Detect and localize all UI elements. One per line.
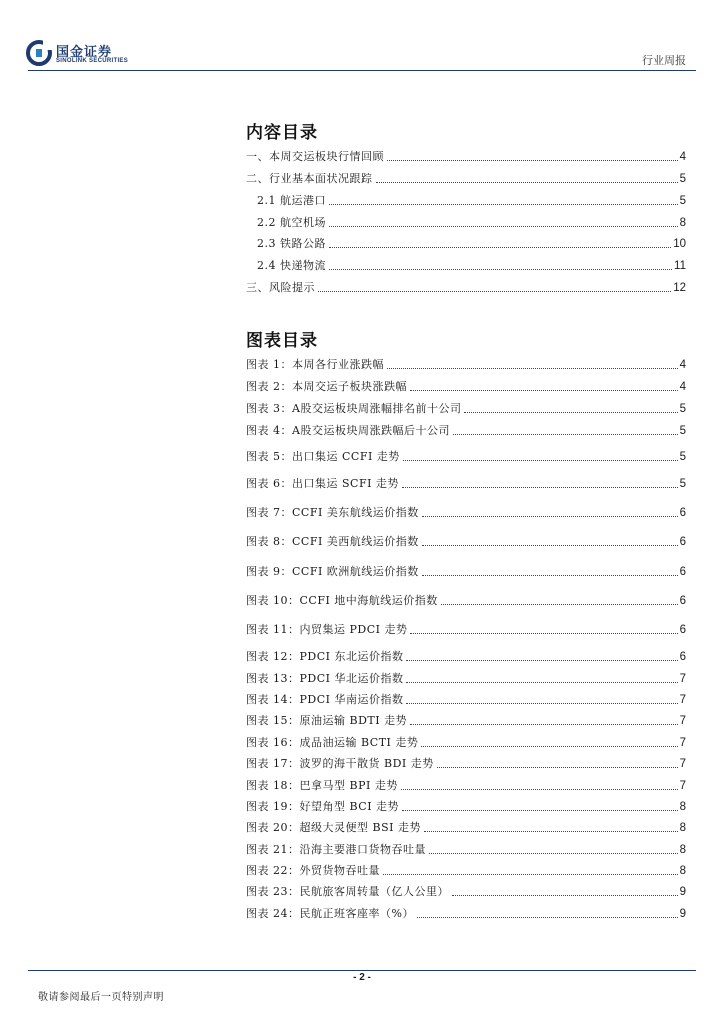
dot-leader <box>329 268 672 270</box>
dot-leader <box>429 852 678 854</box>
dot-leader <box>437 766 678 768</box>
figure-entry-page: 7 <box>679 737 686 749</box>
figure-entry-label: 图表 16：成品油运输 BCTI 走势 <box>246 736 419 749</box>
figure-entry-label: 图表 4：A股交运板块周涨跌幅后十公司 <box>246 424 450 437</box>
contents-entry-label: 三、风险提示 <box>246 281 315 294</box>
figure-entry-label: 图表 11：内贸集运 PDCI 走势 <box>246 623 408 636</box>
figure-entry-label: 图表 12：PDCI 东北运价指数 <box>246 650 404 663</box>
figure-entry-page: 7 <box>679 715 686 727</box>
dot-leader <box>453 433 678 435</box>
figure-entry-label: 图表 7：CCFI 美东航线运价指数 <box>246 506 419 519</box>
logo-english-name: SINOLINK SECURITIES <box>56 58 129 64</box>
dot-leader <box>464 411 677 413</box>
figure-entry[interactable] <box>246 689 686 707</box>
contents-entry-page: 11 <box>674 260 686 272</box>
figure-entry[interactable] <box>246 753 686 771</box>
dot-leader <box>421 745 677 747</box>
figure-entry-page: 6 <box>679 624 686 636</box>
figure-entry-label: 图表 21：沿海主要港口货物吞吐量 <box>246 843 426 856</box>
figures-title: 图表目录 <box>246 331 318 351</box>
contents-entry-page: 8 <box>679 217 686 229</box>
dot-leader <box>410 389 678 391</box>
dot-leader <box>417 916 678 918</box>
figure-entry-page: 7 <box>679 780 686 792</box>
contents-entry-page: 12 <box>673 282 686 294</box>
figure-entry-page: 9 <box>679 908 686 920</box>
figure-entry-label: 图表 17：波罗的海干散货 BDI 走势 <box>246 757 434 770</box>
footer-divider <box>28 970 696 971</box>
figure-entry-label: 图表 10：CCFI 地中海航线运价指数 <box>246 594 438 607</box>
figure-entry-label: 图表 23：民航旅客周转量（亿人公里） <box>246 885 449 898</box>
dot-leader <box>410 632 677 634</box>
figure-entry-label: 图表 1：本周各行业涨跌幅 <box>246 358 384 371</box>
figure-entry-label: 图表 19：好望角型 BCI 走势 <box>246 800 400 813</box>
report-type: 行业周报 <box>642 54 686 67</box>
dot-leader <box>406 681 677 683</box>
figure-entry-page: 8 <box>679 801 686 813</box>
figure-entry-page: 9 <box>679 886 686 898</box>
figure-entry[interactable] <box>246 903 686 921</box>
dot-leader <box>410 723 678 725</box>
logo-chinese-name: 国金证券 <box>56 45 113 60</box>
company-logo <box>26 40 136 68</box>
figure-entry-page: 6 <box>679 536 686 548</box>
figure-entry-page: 6 <box>679 507 686 519</box>
figure-entry[interactable] <box>246 398 686 416</box>
dot-leader <box>422 515 678 517</box>
contents-entry-page: 5 <box>679 173 686 185</box>
figure-entry-page: 7 <box>679 673 686 685</box>
contents-entry[interactable] <box>246 233 686 251</box>
contents-entry[interactable] <box>246 255 686 273</box>
figure-entry[interactable] <box>246 561 686 579</box>
dot-leader <box>441 603 678 605</box>
figure-entry[interactable] <box>246 473 686 491</box>
contents-entry[interactable] <box>246 146 686 164</box>
figure-entry-page: 4 <box>679 381 686 393</box>
dot-leader <box>318 290 671 292</box>
dot-leader <box>424 830 678 832</box>
contents-entry-label: 2.1 航运港口 <box>257 194 326 207</box>
contents-entry[interactable] <box>246 277 686 295</box>
dot-leader <box>406 659 677 661</box>
dot-leader <box>401 788 678 790</box>
figure-entry[interactable] <box>246 860 686 878</box>
figure-entry[interactable] <box>246 710 686 728</box>
dot-leader <box>329 203 678 205</box>
dot-leader <box>329 246 671 248</box>
figure-entry-label: 图表 8：CCFI 美西航线运价指数 <box>246 535 419 548</box>
figure-entry-label: 图表 14：PDCI 华南运价指数 <box>246 693 404 706</box>
figure-entry[interactable] <box>246 796 686 814</box>
dot-leader <box>402 809 678 811</box>
dot-leader <box>422 544 678 546</box>
figure-entry[interactable] <box>246 732 686 750</box>
figure-entry-page: 8 <box>679 822 686 834</box>
contents-entry[interactable] <box>246 168 686 186</box>
contents-title: 内容目录 <box>246 123 318 143</box>
contents-entry-label: 2.2 航空机场 <box>257 216 326 229</box>
figure-entry-label: 图表 20：超级大灵便型 BSI 走势 <box>246 821 421 834</box>
figure-entry[interactable] <box>246 531 686 549</box>
figure-entry[interactable] <box>246 354 686 372</box>
dot-leader <box>376 181 678 183</box>
dot-leader <box>452 894 678 896</box>
contents-entry-label: 二、行业基本面状况跟踪 <box>246 172 373 185</box>
figure-entry-label: 图表 9：CCFI 欧洲航线运价指数 <box>246 565 419 578</box>
dot-leader <box>387 159 678 161</box>
contents-entry-label: 2.4 快递物流 <box>257 259 326 272</box>
figure-entry-label: 图表 15：原油运输 BDTI 走势 <box>246 714 408 727</box>
contents-entry[interactable] <box>246 190 686 208</box>
dot-leader <box>383 873 678 875</box>
figure-entry[interactable] <box>246 376 686 394</box>
figure-entry-page: 5 <box>679 451 686 463</box>
figure-entry-label: 图表 3：A股交运板块周涨幅排名前十公司 <box>246 402 462 415</box>
figure-entry[interactable] <box>246 817 686 835</box>
figure-entry-page: 5 <box>679 478 686 490</box>
figure-entry[interactable] <box>246 668 686 686</box>
contents-entry[interactable] <box>246 212 686 230</box>
figure-entry-page: 6 <box>679 651 686 663</box>
dot-leader <box>422 574 678 576</box>
dot-leader <box>387 367 678 369</box>
figure-entry-page: 8 <box>679 865 686 877</box>
figure-entry[interactable] <box>246 502 686 520</box>
contents-entry-page: 4 <box>679 151 686 163</box>
figure-entry[interactable] <box>246 646 686 664</box>
contents-entry-page: 5 <box>679 195 686 207</box>
figure-entry-page: 6 <box>679 566 686 578</box>
figure-entry[interactable] <box>246 446 686 464</box>
figure-entry-label: 图表 2：本周交运子板块涨跌幅 <box>246 380 407 393</box>
contents-entry-label: 一、本周交运板块行情回顾 <box>246 150 384 163</box>
figure-entry-label: 图表 24：民航正班客座率（%） <box>246 907 414 920</box>
figure-entry-label: 图表 5：出口集运 CCFI 走势 <box>246 450 400 463</box>
figure-entry[interactable] <box>246 881 686 899</box>
figure-entry-label: 图表 18：巴拿马型 BPI 走势 <box>246 779 398 792</box>
header-divider <box>28 70 696 71</box>
page-number: - 2 - <box>353 972 371 983</box>
figure-entry-page: 6 <box>679 595 686 607</box>
page-header <box>0 0 724 72</box>
logo-mark-icon <box>26 40 52 66</box>
figure-entry-page: 5 <box>679 425 686 437</box>
dot-leader <box>403 459 678 461</box>
figure-entry[interactable] <box>246 590 686 608</box>
figure-entry-page: 7 <box>679 758 686 770</box>
figure-entry-page: 8 <box>679 844 686 856</box>
figure-entry-page: 4 <box>679 359 686 371</box>
figure-entry[interactable] <box>246 839 686 857</box>
figure-entry-page: 5 <box>679 403 686 415</box>
dot-leader <box>329 225 678 227</box>
figure-entry[interactable] <box>246 619 686 637</box>
contents-entry-label: 2.3 铁路公路 <box>257 237 326 250</box>
dot-leader <box>402 486 678 488</box>
figure-entry[interactable] <box>246 775 686 793</box>
dot-leader <box>406 702 677 704</box>
figure-entry[interactable] <box>246 420 686 438</box>
footer-disclaimer: 敬请参阅最后一页特别声明 <box>38 992 164 1003</box>
figure-entry-label: 图表 22：外贸货物吞吐量 <box>246 864 380 877</box>
figure-entry-page: 7 <box>679 694 686 706</box>
figure-entry-label: 图表 6：出口集运 SCFI 走势 <box>246 477 399 490</box>
contents-entry-page: 10 <box>673 238 686 250</box>
figure-entry-label: 图表 13：PDCI 华北运价指数 <box>246 672 404 685</box>
